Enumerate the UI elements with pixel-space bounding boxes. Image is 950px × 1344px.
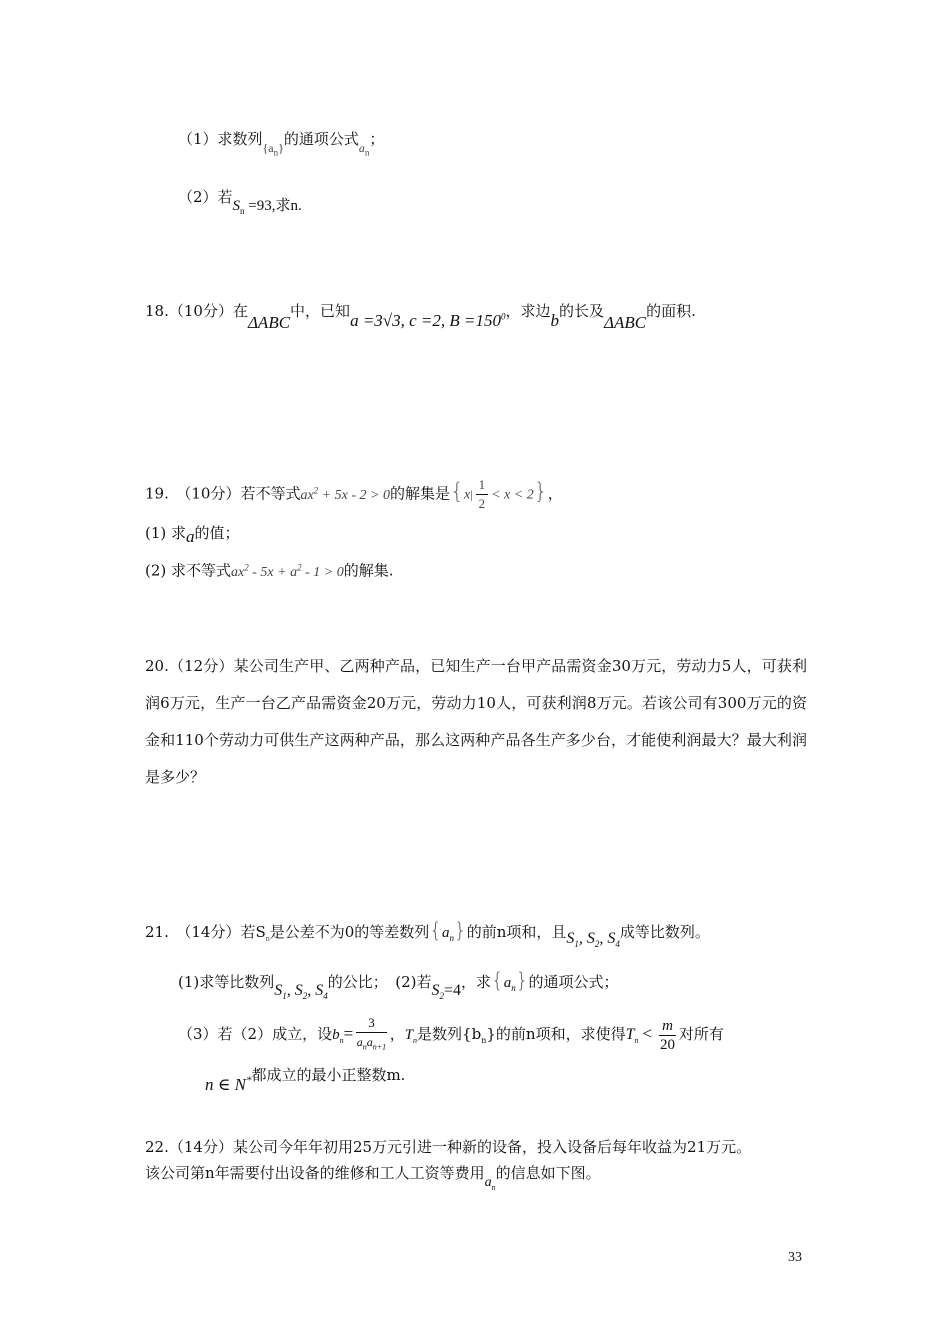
q21-part3: （3）若（2）成立，设$b_n=$ $\frac{3}{a_na_{n+1}}$ ，$T_n$是数列$\{b_n\}$的前n项和，求使得$T_n$ < $\frac{m}{20}$ 对所有 bbox=[178, 1012, 724, 1063]
q20: 20.（12分）某公司生产甲、乙两种产品，已知生产一台甲产品需资金30万元，劳动力5人，可获利润6万元，生产一台乙产品需资金20万元，劳动力10人，可获利润8万元。若该公司有300万元的资金和110个劳动力可供生产这两种产品，那么这两种产品各生产多少台，才能使利润最大？最大利润是多少？ bbox=[145, 657, 807, 786]
q19-fraction: $\frac{1}{2}$ bbox=[476, 476, 489, 513]
q17-part1: （1）求数列$_{\{a_n\}}$的通项公式$_{a_n}$； bbox=[178, 130, 385, 158]
q22-line2: 该公司第n年需要付出设备的维修和工人工资等费用$a_n$的信息如下图。 bbox=[145, 1164, 601, 1192]
q21: 21. （14分）若$S_n$是公差不为0的等差数列$\{a_n\}$的前n项和，且$S_1$, $S_2$, $S_4$成等比数列。 bbox=[145, 918, 710, 950]
q18: 18.（10分）在ΔABC中，已知a =3√3, c =2, $B =150^0$，求边b的长及ΔABC的面积. bbox=[145, 302, 696, 332]
q21-s124: $S_1$, $S_2$, $S_4$ bbox=[566, 930, 620, 950]
q19: 19. （10分）若不等式$ax^2 + 5x - 2 > 0$的解集是{x| $\frac{1}{2}$ < x < 2}， bbox=[145, 477, 563, 512]
q18-conditions: a =3√3, c =2, $B =150^0$ bbox=[350, 311, 506, 330]
q21-m20-fraction: $\frac{m}{20}$ bbox=[660, 1017, 675, 1053]
seq-an: {an} bbox=[262, 141, 284, 158]
q21-part3-cont: n ∈ N*都成立的最小正整数m. bbox=[205, 1066, 406, 1094]
q17-part2: （2）若$S_n =93$,求n. bbox=[178, 188, 302, 216]
q19-part2: (2) 求不等式$ax^2 - 5x + a^2 - 1 > 0$的解集. bbox=[145, 561, 394, 580]
q22-line1: 22.（14分）某公司今年年初用25万元引进一种新的设备，投入设备后每年收益为21万元。 bbox=[145, 1138, 752, 1156]
q21-bn-fraction: $\frac{3}{a_na_{n+1}}$ bbox=[356, 1014, 387, 1052]
q21-part12: (1)求等比数列$S_1$, $S_2$, $S_4$的公比； (2)若$S_2=4$，求$\{a_n\}$的通项公式； bbox=[178, 968, 619, 1002]
q19-part1: (1) 求a的值； bbox=[145, 524, 240, 546]
page-number: 33 bbox=[788, 1250, 802, 1265]
